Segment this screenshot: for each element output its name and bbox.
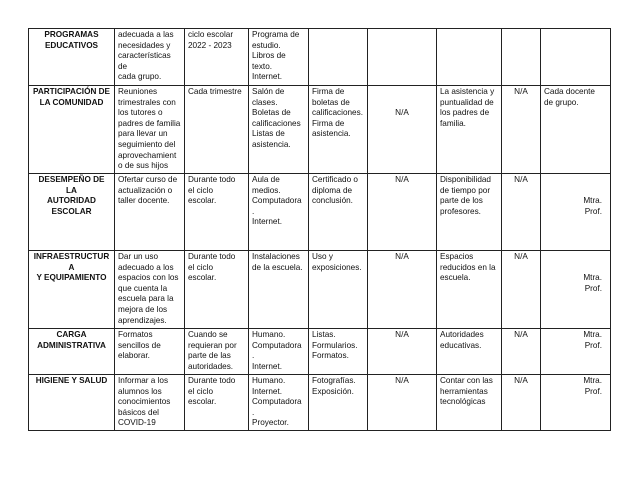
row-area-label: CARGA ADMINISTRATIVA (29, 329, 115, 375)
cell-periodo: Durante todo el ciclo escolar. (185, 251, 249, 329)
cell-apoyo: N/A (502, 375, 541, 431)
row-area-label: DESEMPEÑO DE LA AUTORIDAD ESCOLAR (29, 174, 115, 251)
cell-riesgo: Disponibilidad de tiempo por parte de los profesores. (437, 174, 502, 251)
cell-recursos: Instalaciones de la escuela. (249, 251, 309, 329)
cell-accion: adecuada a las necesidades y características de cada grupo. (115, 29, 185, 86)
planning-table (28, 28, 611, 431)
cell-apoyo: N/A (502, 251, 541, 329)
cell-recursos: Aula de medios. Computadora . Internet. (249, 174, 309, 251)
cell-apoyo: N/A (502, 86, 541, 174)
cell-responsable: Cada docente de grupo. (541, 86, 611, 174)
cell-apoyo: N/A (502, 174, 541, 251)
cell-apoyo (502, 29, 541, 86)
cell-recursos: Programa de estudio. Libros de texto. Internet. (249, 29, 309, 86)
cell-evidencia (309, 29, 368, 86)
cell-periodo: Durante todo el ciclo escolar. (185, 375, 249, 431)
table-row (29, 251, 611, 329)
cell-riesgo: Espacios reducidos en la escuela. (437, 251, 502, 329)
row-area-label: HIGIENE Y SALUD (29, 375, 115, 431)
cell-costo: N/A (368, 329, 437, 375)
cell-evidencia: Uso y exposiciones. (309, 251, 368, 329)
cell-recursos: Salón de clases. Boletas de calificaciones Listas de asistencia. (249, 86, 309, 174)
cell-accion: Ofertar curso de actualización o taller docente. (115, 174, 185, 251)
table-row (29, 375, 611, 431)
cell-responsable (541, 29, 611, 86)
cell-riesgo: Autoridades educativas. (437, 329, 502, 375)
cell-responsable: Mtra. Prof. (541, 329, 611, 375)
cell-accion: Formatos sencillos de elaborar. (115, 329, 185, 375)
row-area-label: PROGRAMAS EDUCATIVOS (29, 29, 115, 86)
cell-periodo: Cuando se requieran por parte de las autoridades. (185, 329, 249, 375)
table-row (29, 29, 611, 86)
table-row (29, 329, 611, 375)
cell-responsable: Mtra. Prof. (541, 375, 611, 431)
cell-accion: Reuniones trimestrales con los tutores o padres de familia para llevar un seguimiento del aprovechamient o de sus hijos (115, 86, 185, 174)
cell-accion: Dar un uso adecuado a los espacios con los que cuenta la escuela para la mejora de los aprendizajes. (115, 251, 185, 329)
cell-evidencia: Firma de boletas de calificaciones. Firma de asistencia. (309, 86, 368, 174)
cell-recursos: Humano. Internet. Computadora . Proyector. (249, 375, 309, 431)
cell-evidencia: Fotografías. Exposición. (309, 375, 368, 431)
cell-apoyo: N/A (502, 329, 541, 375)
cell-costo: N/A (368, 375, 437, 431)
cell-evidencia: Listas. Formularios. Formatos. (309, 329, 368, 375)
row-area-label: INFRAESTRUCTURA Y EQUIPAMIENTO (29, 251, 115, 329)
cell-responsable: Mtra. Prof. (541, 251, 611, 329)
cell-recursos: Humano. Computadora . Internet. (249, 329, 309, 375)
cell-accion: Informar a los alumnos los conocimientos básicos del COVID-19 (115, 375, 185, 431)
cell-responsable: Mtra. Prof. (541, 174, 611, 251)
cell-periodo: Cada trimestre (185, 86, 249, 174)
table-row (29, 86, 611, 174)
cell-riesgo: Contar con las herramientas tecnológicas (437, 375, 502, 431)
row-area-label: PARTICIPACIÓN DE LA COMUNIDAD (29, 86, 115, 174)
cell-costo: N/A (368, 174, 437, 251)
cell-periodo: Durante todo el ciclo escolar. (185, 174, 249, 251)
table-row (29, 174, 611, 251)
cell-riesgo (437, 29, 502, 86)
cell-evidencia: Certificado o diploma de conclusión. (309, 174, 368, 251)
cell-costo: N/A (368, 251, 437, 329)
cell-periodo: ciclo escolar 2022 - 2023 (185, 29, 249, 86)
cell-costo: N/A (368, 86, 437, 174)
cell-riesgo: La asistencia y puntualidad de los padres de familia. (437, 86, 502, 174)
cell-costo (368, 29, 437, 86)
